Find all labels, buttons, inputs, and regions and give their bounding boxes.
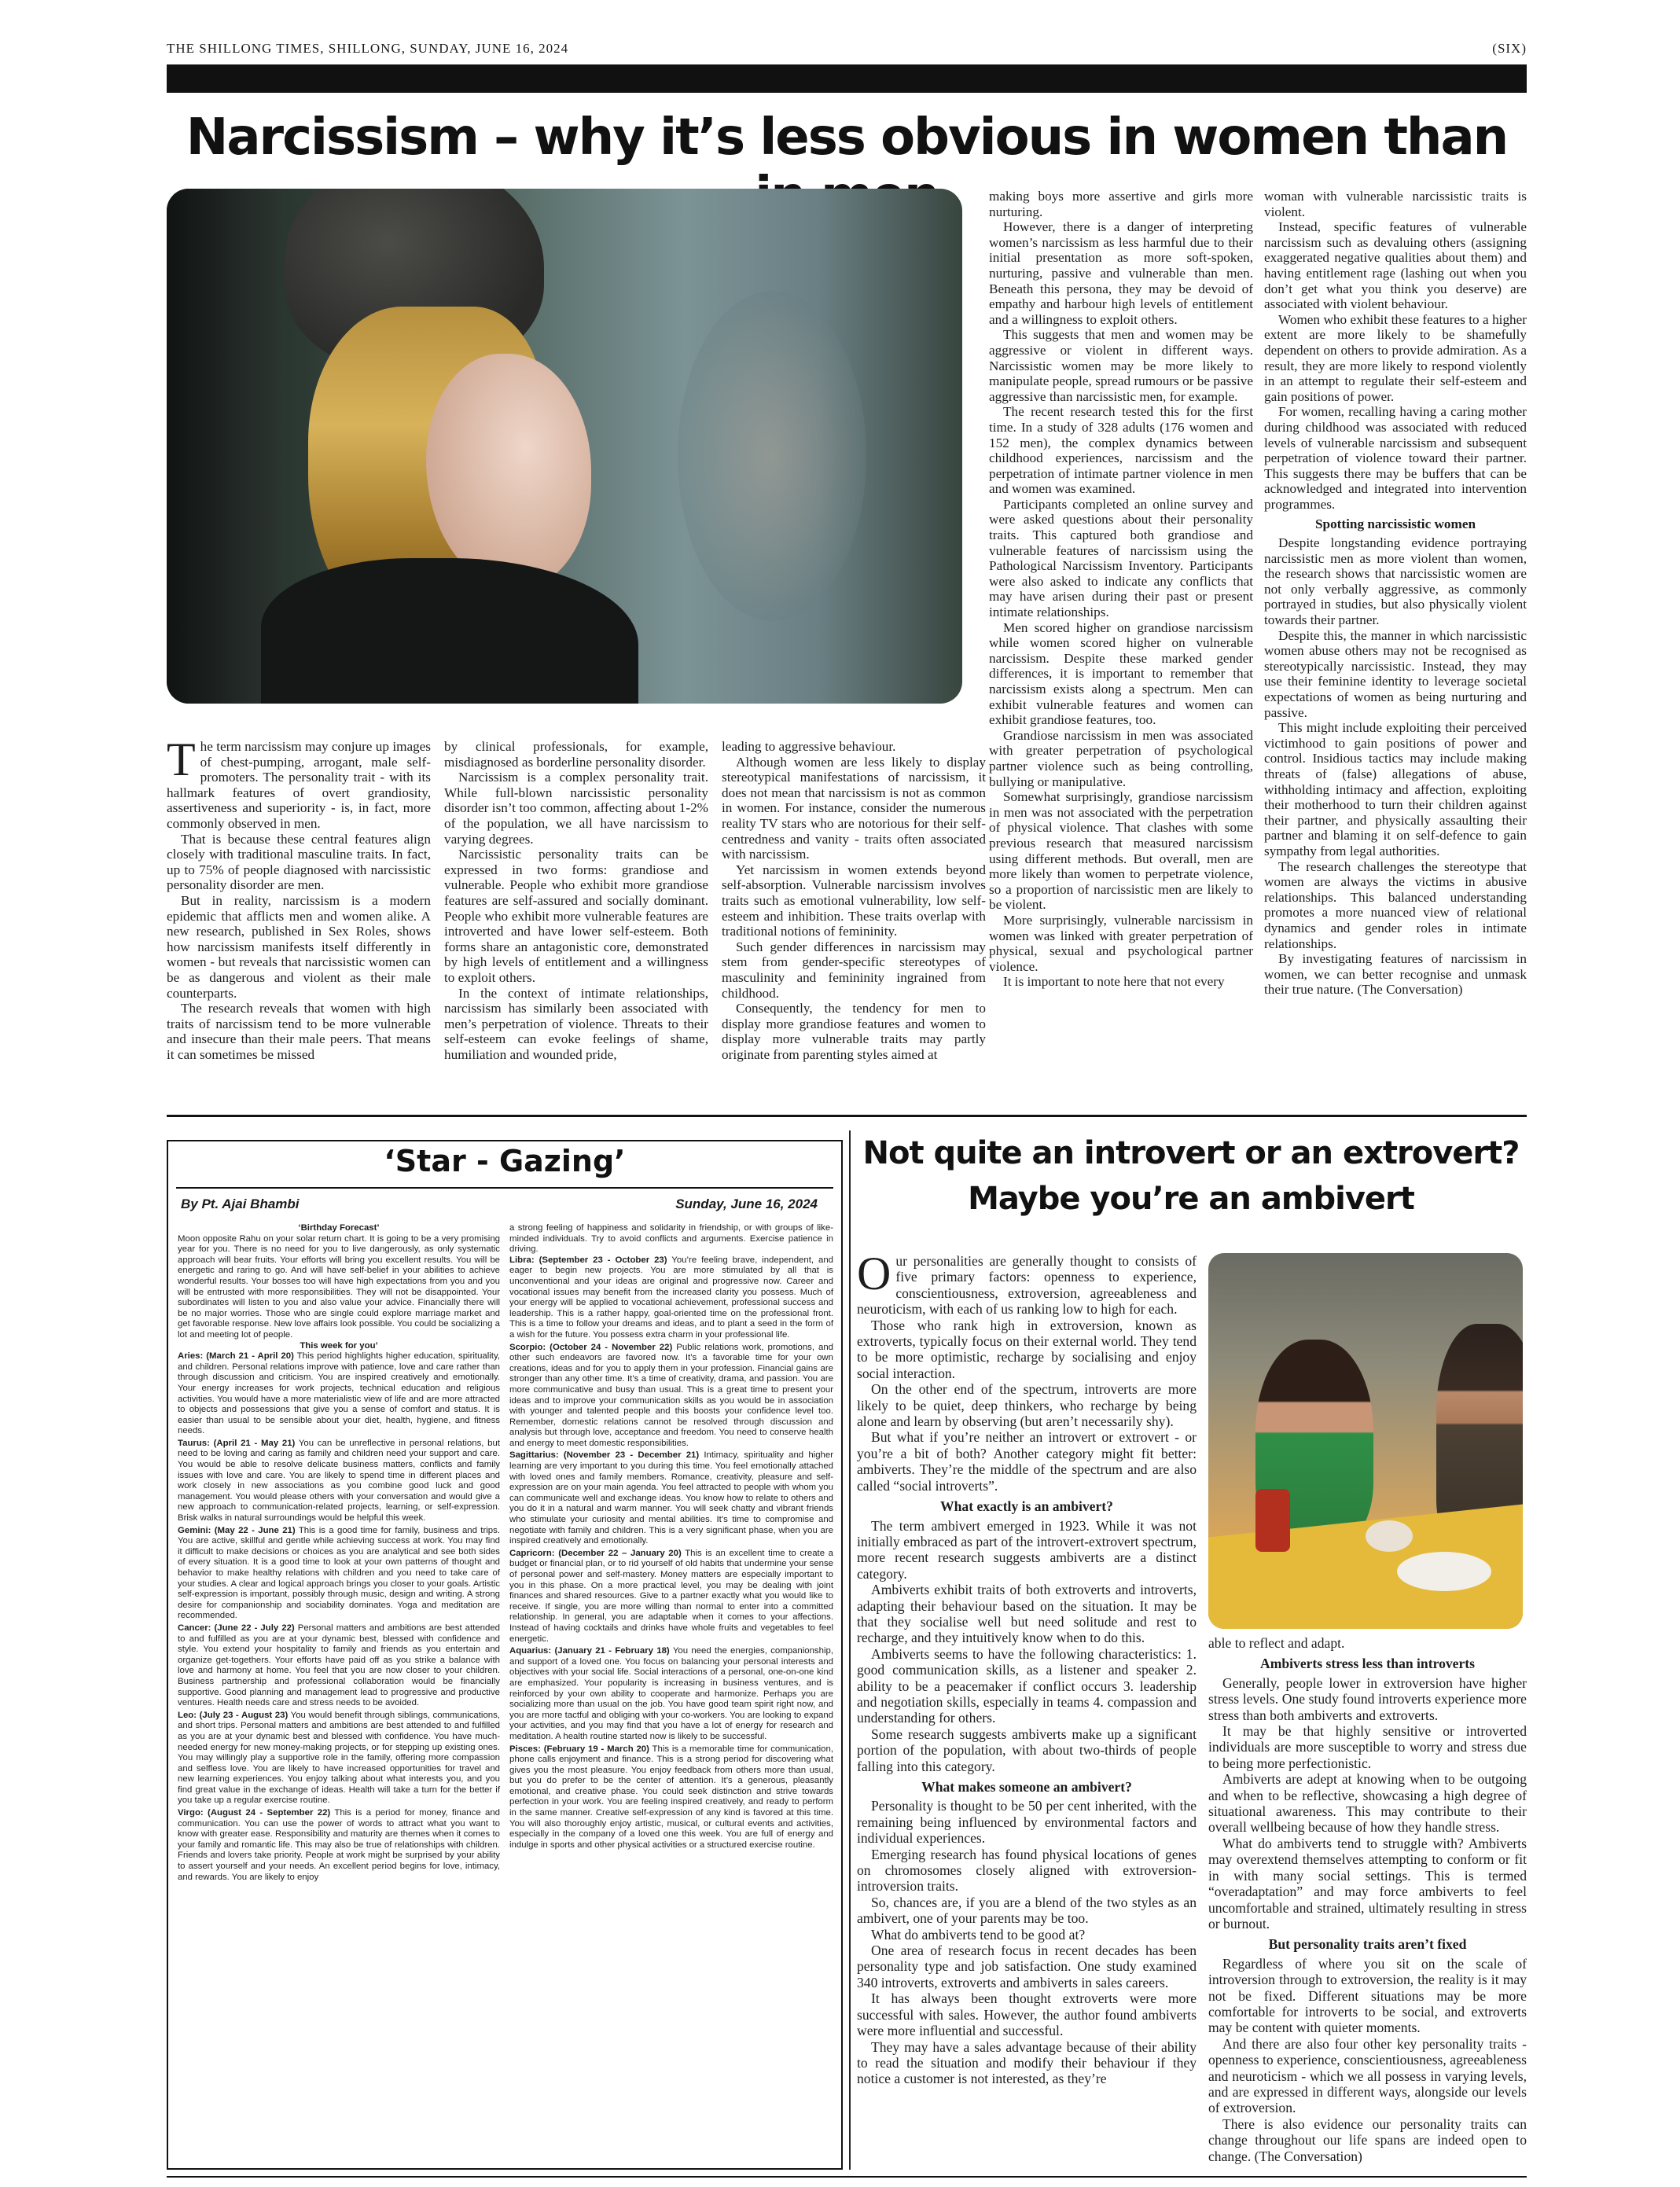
sign-name: Aquarius: (January 21 - February 18) xyxy=(509,1646,670,1656)
paragraph: The research reveals that women with high traits of narcissism tend to be more vulnerable and insecure than their male peers. That means it can sometimes be missed xyxy=(167,1001,431,1062)
sign-name: Libra: (September 23 - October 23) xyxy=(509,1255,667,1265)
horoscope-cancer xyxy=(178,1623,500,1709)
paragraph: Some research suggests ambiverts make up a significant portion of the population, with about two-thirds of people falling into this category. xyxy=(857,1726,1197,1774)
sign-text: You need the energies, companionship, and support of a loved one. You focus on balancing your personal interests and objectives with your social life. Social interactions of a personal, one-on-one kind are emphasized. Your popularity is increasing in business ventures, and is reinforced by your own ability to cooperate and harmonize. Perhaps you are socializing more than usual on the job. You have good team spirit right now, and you are more tactful and obliging with your co-workers. You are looking to expand your activities, and you may find that you have a lot of energy for research and meditation. A health routine started now is likely to be successful. xyxy=(509,1646,833,1741)
sign-text: This is a memorable time for communication, phone calls enjoyment and finance. This is a strong period for discovering what gives you the most pleasure. You enjoy feedback from others more than usual, but you do prefer to be the center of attention. It’s a generous, pleasantly emotional, and creative phase. You could seek distinction and strive towards perfection in your work. You are feeling inspired creatively, and ready to perform in the same manner. Creative self-expression of any kind is favored at this time. You will also thoroughly enjoy artistic, musical, or cultural events and activities, especially in the company of a loved one this week. You are full of energy and indulge in sports and other physical activities or a structured exercise routine. xyxy=(509,1744,834,1850)
paragraph: So, chances are, if you are a blend of the two styles as an ambivert, one of your parents may be too. xyxy=(857,1894,1197,1927)
article2-column-1 xyxy=(857,1248,1197,2087)
paragraph: The term ambivert emerged in 1923. While it was not initially embraced as part of the introvert-extrovert spectrum, more recent research suggests ambiverts are a distinct category. xyxy=(857,1517,1197,1582)
stargazing-title: ‘Star - Gazing’ xyxy=(384,1144,626,1178)
paragraph: Women who exhibit these features to a higher extent are more likely to be shamefully dependent on others to provide admiration. As a result, they are more likely to respond violently in an attempt to regulate their self-esteem and gain positions of power. xyxy=(1264,311,1527,404)
dropcap: O xyxy=(857,1248,891,1299)
paragraph: Despite longstanding evidence portraying narcissistic men as more violent than women, the research shows that narcissistic women are not only verbally aggressive, as commonly portrayed in studies, but also physically violent towards their partner. xyxy=(1264,535,1527,628)
sign-name: Capricorn: (December 22 – January 20) xyxy=(509,1548,682,1558)
horoscope-capricorn xyxy=(509,1549,833,1645)
subheading: Ambiverts stress less than introverts xyxy=(1259,1656,1475,1672)
subheading: But personality traits aren’t fixed xyxy=(1268,1936,1467,1953)
paragraph: Those who rank high in extroversion, known as extroverts, typically focus on their external world. They tend to be more optimistic, recharge by socialising and enjoy social interaction. xyxy=(857,1317,1197,1381)
stargazing-title-rule xyxy=(176,1187,833,1189)
article1-column-1 xyxy=(167,733,431,1062)
paragraph: Ambiverts exhibit traits of both extroverts and introverts, adapting their behaviour based on the situation. It may be that they socialise well but need solitude and rest to recharge, and they intuitively know when to do this. xyxy=(857,1582,1197,1646)
stargazing-date: Sunday, June 16, 2024 xyxy=(675,1196,818,1211)
sign-name: Cancer: (June 22 - July 22) xyxy=(178,1623,295,1633)
horoscope-sagittarius xyxy=(509,1450,833,1546)
sign-text: This is a good time for family, business and trips. You are active, skillful and gentle while achieving success at work. You may find it difficult to make decisions or choices as you are analytical and see both sides of every situation. It is a good time to look at your own patterns of thought and behavior to make healthy relations with children and you need to take care of your studies. A clear and logical approach brings you closer to your goals. Artistic self-expression is important, possibly through music, design and writing. A strong desire for companionship and sociability dominates. Yoga and meditation are recommended. xyxy=(178,1525,500,1621)
paragraph: One area of research focus in recent decades has been personality type and job satisfaction. One study examined 340 introverts, extroverts and ambiverts in sales careers. xyxy=(857,1943,1197,1990)
birthday-forecast-text: Moon opposite Rahu on your solar return chart. It is going to be a very promising year for you. There is no need for you to live dangerously, as only systematic approach will bear fruits. Your efforts will bring you excellent results. You will be energetic and raring to go. And will have self-belief in your abilities to achieve wonderful results. Your bosses too will have high expectations from you and you will be entrusted with more responsibilities. They will not be disappointed. Your subordinates will listen to you and also value your advice. Financially there will be no major worries. Those who are single could explore marriage market and get favorable response. New love affairs look possible. You could be socializing a lot and meeting lot of people. xyxy=(178,1233,500,1340)
paragraph: They may have a sales advantage because of their ability to read the situation and modify their behaviour if they notice a customer is not interested, as they’re xyxy=(857,2038,1197,2087)
horoscope-taurus xyxy=(178,1439,500,1524)
horoscope-scorpio xyxy=(509,1343,833,1450)
paragraph: On the other end of the spectrum, introverts are more likely to be quiet, deep thinkers, who recharge by being alone and learn by observing (but aren’t necessarily shy). xyxy=(857,1381,1197,1430)
paragraph: This might include exploiting their perceived victimhood to gain positions of power and control. Insidious tactics may include making threats of (false) allegations of abuse, withholding intimacy and affection, exploiting their motherhood to turn their children against their partner, and physically assaulting their partner and blaming it on self-defence to gain sympathy from legal authorities. xyxy=(1264,720,1527,858)
paragraph: leading to aggressive behaviour. xyxy=(722,739,896,754)
sign-text: Personal matters and ambitions are best attended to and fulfilled as you are at your dynamic best, blessed with confidence and style. You extend your hospitality to family and friends as you entertain and organize get-togethers. Your efforts have paid off as you strike a balance with love and harmony at home. You feel that you are now closer to your children. Business partnership and professional collaboration would be financially supportive. Good planning and management lead to progressive and productive ventures. Health needs care and stress needs to be avoided. xyxy=(178,1623,500,1708)
paragraph: ur personalities are generally thought to consists of five primary factors: openness to experience, conscientiousness, extroversion, agreeableness and neuroticism, with each of us ranking low to high for each. xyxy=(857,1253,1197,1318)
paragraph: It is important to note here that not every xyxy=(1003,974,1225,990)
horoscope-aries xyxy=(178,1351,500,1437)
week-heading: This week for you’ xyxy=(300,1340,378,1351)
section-divider xyxy=(167,1115,1527,1117)
masthead-title: THE SHILLONG TIMES, SHILLONG, SUNDAY, JUNE 16, 2024 xyxy=(167,41,569,56)
sign-text: You’re feeling brave, independent, and eager to begin new projects. You are more stimulated by all that is unconventional and your ideas are original and progressive now. Career and vocational issues may benefit from the increased clarity you possess. Much of your energy will be applied to vocational achievement, professional success and leadership. This is a rather happy, goal-oriented time on the professional front. This is a time to follow your dreams and ideas, and to plant a seed in the form of a wish for the future. You possess extra charm in your professional life. xyxy=(509,1255,833,1340)
sign-name: Pisces: (February 19 - March 20) xyxy=(509,1744,649,1754)
paragraph: It may be that highly sensitive or introverted individuals are more susceptible to worry and stress due to being more perfectionistic. xyxy=(1208,1723,1527,1771)
birthday-forecast-heading: ‘Birthday Forecast’ xyxy=(298,1223,380,1233)
paragraph: By investigating features of narcissism in women, we can better recognise and unmask their true nature. (The Conversation) xyxy=(1264,951,1527,998)
stargazing-column-left xyxy=(178,1223,500,1884)
paragraph: Although women are less likely to display stereotypical manifestations of narcissism, it does not mean that narcissism is not as common in women. For instance, consider the numerous reality TV stars who are notorious for their self-centredness and vanity - traits often associated with narcissism. xyxy=(722,754,986,862)
column-divider xyxy=(849,1130,851,2170)
horoscope-virgo xyxy=(178,1808,500,1883)
paragraph: Instead, specific features of vulnerable narcissism such as devaluing others (assigning exaggerated negative qualities about them) and having entitlement rage (lashing out when you don’t get what you think you deserve) are associated with violent behaviour. xyxy=(1264,219,1527,312)
article2-photo-couple-dining xyxy=(1208,1253,1523,1629)
article2-column-2 xyxy=(1208,1635,1527,2164)
page-number: (SIX) xyxy=(1492,41,1527,56)
paragraph: Men scored higher on grandiose narcissism while women scored higher on vulnerable narcissism. Despite these marked gender differences, it is important to remember that narcissism exists along a spectrum. Men can exhibit vulnerable features and women can exhibit grandiose features, too. xyxy=(989,619,1253,728)
top-rule-bar xyxy=(167,64,1527,93)
article2-headline-line1: Not quite an introvert or an extrovert? xyxy=(862,1135,1520,1171)
paragraph: Ambiverts seems to have the following characteristics: 1. good communication skills, as a listener and speaker 2. ability to be a peacemaker if conflict occurs 3. leadership and negotiation skills, especially in teams 4. compassion and understanding for others. xyxy=(857,1645,1197,1726)
paragraph: making boys more assertive and girls more nurturing. xyxy=(989,189,1253,219)
paragraph: Narcissism is a complex personality trait. While full-blown narcissistic personality disorder isn’t too common, affecting about 1-2% of the population, we all have narcissism to varying degrees. xyxy=(444,770,708,847)
stargazing-column-right xyxy=(509,1223,833,1852)
paragraph: Consequently, the tendency for men to display more grandiose features and women to display more vulnerable traits may partly originate from parenting styles aimed at xyxy=(722,1001,986,1062)
sign-text: Intimacy, spirituality and higher learning are very important to you during this time. You feel emotionally attached with loved ones and family members. Romance, creativity, pleasure and self-expression are on your main agenda. You feel attracted to people with whom you can communicate well and exchange ideas. You know how to relate to others and you do it in a natural and warm manner. You will seek chatty and vibrant friends who stimulate your curiosity and mental abilities. It’s time to compromise and negotiate with family and children. This is a very significant phase, when you are inspired creatively and emotionally. xyxy=(509,1450,834,1546)
article2-headline xyxy=(855,1130,1527,1222)
paragraph: Regardless of where you sit on the scale of introversion through to extroversion, the reality is it may not be fixed. Different situations may be more comfortable for introverts to be social, and extroverts may be content with quieter moments. xyxy=(1208,1955,1527,2036)
paragraph: Personality is thought to be 50 per cent inherited, with the remaining being influenced by environmental factors and individual experiences. xyxy=(857,1798,1197,1847)
paragraph: What do ambiverts tend to be good at? xyxy=(871,1926,1086,1943)
paragraph: The research challenges the stereotype that women are always the victims in abusive relationships. This balanced understanding promotes a more nuanced view of relational dynamics and gender roles in intimate relationships. xyxy=(1264,858,1527,951)
paragraph: But in reality, narcissism is a modern epidemic that afflicts men and women alike. A new research, published in Sex Roles, shows how narcissism manifests itself differently in women - but reveals that narcissistic women can be as dangerous and violent as their male counterparts. xyxy=(167,892,431,1001)
paragraph: What do ambiverts tend to struggle with? Ambiverts may overextend themselves attempting to conform or fit in with many social settings. This is termed “overadaptation” and may force ambiverts to feel uncomfortable and strained, ultimately resulting in stress or burnout. xyxy=(1208,1835,1527,1932)
article1-column-5 xyxy=(1264,189,1527,998)
paragraph: In the context of intimate relationships, narcissism has similarly been associated with men’s perpetration of violence. Threats to their self-esteem can evoke feelings of shame, humiliation and wounded pride, xyxy=(444,985,708,1062)
paragraph: able to reflect and adapt. xyxy=(1208,1635,1345,1651)
masthead xyxy=(167,41,1527,58)
paragraph: The recent research tested this for the first time. In a study of 328 adults (176 women and 152 men), the complex dynamics between childhood experiences, narcissism and the perpetration of intimate partner violence in men and women was examined. xyxy=(989,404,1253,497)
paragraph: Generally, people lower in extroversion have higher stress levels. One study found introverts experience more stress than both ambiverts and extroverts. xyxy=(1208,1674,1527,1723)
article1-column-4 xyxy=(989,189,1253,990)
paragraph: Yet narcissism in women extends beyond self-absorption. Vulnerable narcissism involves traits such as emotional vulnerability, low self-esteem and inhibition. These traits overlap with traditional notions of femininity. xyxy=(722,862,986,939)
paragraph: Somewhat surprisingly, grandiose narcissism in men was not associated with the perpetration of physical violence. That clashes with some previous research that measured narcissism using different methods. But overall, men are more likely than women to perpetrate violence, so a proportion of narcissistic men are likely to be violent. xyxy=(989,789,1253,913)
article2-headline-line2: Maybe you’re an ambivert xyxy=(968,1181,1414,1217)
horoscope-aquarius xyxy=(509,1646,833,1742)
paragraph: There is also evidence our personality traits can change throughout our life spans are indeed open to change. (The Conversation) xyxy=(1208,2115,1527,2164)
paragraph: It has always been thought extroverts were more successful with sales. However, the author found ambiverts were more influential and successful. xyxy=(857,1990,1197,2039)
stargazing-byline: By Pt. Ajai Bhambi xyxy=(181,1196,300,1211)
bottom-rule xyxy=(167,2176,1527,2178)
sign-text: This period highlights higher education, spirituality, and children. Personal relations improve with patience, love and care rather than through discussion and criticism. You are inspired creatively and emotionally. Your energy increases for work projects, technical education and religious activities. You would have a more materialistic view of life and are more attracted to objects and possessions that give you a sense of comfort and status. It is easier than usual to be sensible about your diet, health, hygiene, and fitness needs. xyxy=(178,1351,500,1436)
paragraph: Narcissistic personality traits can be expressed in two forms: grandiose and vulnerable. People who exhibit more grandiose features are self-assured and socially dominant. People who exhibit more vulnerable features are introverted and have lower self-esteem. Both forms share an antagonistic core, demonstrated by high levels of entitlement and a willingness to exploit others. xyxy=(444,847,708,985)
sign-text: Public relations work, promotions, and other such endeavors are favored now. It’s a favorable time for your own creations, ideas and for you to apply them in your profession. Financial gains are stronger than any other time. It’s a time of creativity, drama, and passion. You are more communicative and busy than usual. This is a great time to present your ideas and to improve your communication skills as you would be in association with younger and talented people and this boosts your confidence level too. Remember, domestic relations cannot be resolved through discussion and analysis but through love, acceptance and freedom. You need to conserve health and energy to meet domestic responsibilities. xyxy=(509,1342,834,1448)
paragraph: Despite this, the manner in which narcissistic women abuse others may not be recognised as stereotypically narcissistic. Instead, they may use their feminine identity to leverage societal expectations of women as being nurturing and passive. xyxy=(1264,627,1527,720)
subheading: What makes someone an ambivert? xyxy=(921,1779,1132,1795)
virgo-continued-text: a strong feeling of happiness and solidarity in friendship, or with groups of like-minded individuals. Try to avoid conflicts and arguments. Exercise patience in driving. xyxy=(509,1223,833,1255)
paragraph: More surprisingly, vulnerable narcissism in women was linked with greater perpetration of physical, sexual and psychological partner violence. xyxy=(989,912,1253,974)
paragraph: Such gender differences in narcissism may stem from gender-specific stereotypes of masculinity and femininity ingrained from childhood. xyxy=(722,939,986,1001)
horoscope-pisces xyxy=(509,1744,833,1851)
paragraph: And there are also four other key personality traits - openness to experience, conscientiousness, agreeableness and neuroticism - which we all possess in varying levels, and are expressed in different ways, alongside our levels of extroversion. xyxy=(1208,2035,1527,2116)
sign-text: You would benefit through siblings, communications, and short trips. Personal matters and ambitions are best attended to and fulfilled as you are at your dynamic best and blessed with confidence. You have much-needed energy for new money-making projects, or for stepping up existing ones. You may willingly play a supportive role in the family, offering more compassion and selfless love. You are likely to have increased opportunities for travel and new learning experiences. You enjoy talking about what interests you, and you find great value in the exchange of ideas. Health will take a turn for the better if you take up a regular exercise routine. xyxy=(178,1710,500,1806)
article1-photo-woman-window xyxy=(167,189,962,704)
sign-text: This is an excellent time to create a budget or financial plan, or to rid yourself of old habits that undermine your sense of personal power and self-mastery. Money matters are especially important to you in this phase. On a more practical level, you may be dealing with joint finances and shared resources. Give to a partner exactly what you would like to receive. If single, you are more willing than normal to enter into a committed relationship. In general, you are adaptable when it comes to your affections. Instead of having cocktails and drinks have whole fruits and vegetables to feel energetic. xyxy=(509,1548,834,1644)
paragraph: However, there is a danger of interpreting women’s narcissism as less harmful due to their initial presentation as more soft-spoken, nurturing, passive and vulnerable than men. Beneath this persona, they may be devoid of empathy and harbour high levels of entitlement and a willingness to exploit others. xyxy=(989,219,1253,327)
sign-name: Scorpio: (October 24 - November 22) xyxy=(509,1342,673,1352)
subheading: What exactly is an ambivert? xyxy=(940,1498,1113,1515)
paragraph: Ambiverts are adept at knowing when to be outgoing and when to be reflective, showcasing a high degree of situational awareness. This may contribute to their overall wellbeing because of how they handle stress. xyxy=(1208,1771,1527,1836)
paragraph: he term narcissism may conjure up images of chest-pumping, arrogant, male self-promoters. The personality trait - with its hallmark features of overt grandiosity, assertiveness and superiority - is, in fact, more commonly observed in men. xyxy=(167,739,431,831)
sign-name: Sagittarius: (November 23 - December 21) xyxy=(509,1450,700,1461)
paragraph: Participants completed an online survey and were asked questions about their personality traits. This captured both grandiose and vulnerable features of narcissism using the Pathological Narcissism Inventory. Participants were also asked to indicate any conflicts that may have arisen during their past or present intimate relationships. xyxy=(989,496,1253,620)
horoscope-leo xyxy=(178,1711,500,1807)
paragraph: Emerging research has found physical locations of genes on chromosomes closely aligned with extroversion-introversion traits. xyxy=(857,1846,1197,1895)
paragraph: For women, recalling having a caring mother during childhood was associated with reduced levels of vulnerable narcissism and subsequent perpetration of violence toward their partner. This suggests there may be buffers that can be acknowledged and integrated into intervention programmes. xyxy=(1264,404,1527,512)
article1-column-3 xyxy=(722,739,986,1062)
sign-name: Virgo: (August 24 - September 22) xyxy=(178,1808,331,1818)
dropcap: T xyxy=(167,733,196,785)
paragraph: Grandiose narcissism in men was associated with greater perpetration of psychological partner violence such as being controlling, bullying or manipulative. xyxy=(989,727,1253,789)
article1-headline: Narcissism – why it’s less obvious in women than xyxy=(186,108,1508,167)
horoscope-libra xyxy=(509,1255,833,1341)
paragraph: But what if you’re neither an introvert or extrovert - or you’re a bit of both? Another category might fit better: ambiverts. They’re the middle of the spectrum and are also called “social introverts”. xyxy=(857,1429,1197,1494)
sign-name: Leo: (July 23 - August 23) xyxy=(178,1710,289,1720)
paragraph: by clinical professionals, for example, misdiagnosed as borderline personality disorder. xyxy=(444,739,708,770)
sign-name: Aries: (March 21 - April 20) xyxy=(178,1351,294,1362)
article1-column-2 xyxy=(444,739,708,1062)
sign-text: This is a period for money, finance and communication. You can use the power of words to attract what you want to know with greater ease. Responsibility and maturity are themes when it comes to your family and romantic life. This may also be true of relationships with children. Friends and lovers take priority. People at work might be surprised by your ability to assert yourself and your needs. An excellent period begins for love, intimacy, and rewards. You are likely to enjoy xyxy=(178,1808,501,1882)
paragraph: woman with vulnerable narcissistic traits is violent. xyxy=(1264,189,1527,219)
sign-name: Taurus: (April 21 - May 21) xyxy=(178,1438,296,1448)
paragraph: This suggests that men and women may be aggressive or violent in different ways. Narcissistic women may be more likely to manipulate people, spread rumours or be passive aggressive than narcissistic men, for example. xyxy=(989,327,1253,404)
sign-text: You can be unreflective in personal relations, but need to be loving and caring as family and children need your support and care. You would be able to resolve delicate business matters, conflicts and family issues with love and care. You are likely to spend time in different places and work closely in new associations as you combine good luck and good management. You would please others with your conversation and would give a new approach to communication-related projects, learning, or self-expression. Brisk walks in natural surroundings would be helpful this week. xyxy=(178,1438,500,1524)
subheading: Spotting narcissistic women xyxy=(1314,516,1476,532)
paragraph: That is because these central features align closely with traditional masculine traits. In fact, up to 75% of people diagnosed with narcissistic personality disorder are men. xyxy=(167,831,431,893)
sign-name: Gemini: (May 22 - June 21) xyxy=(178,1525,296,1535)
horoscope-gemini xyxy=(178,1526,500,1622)
